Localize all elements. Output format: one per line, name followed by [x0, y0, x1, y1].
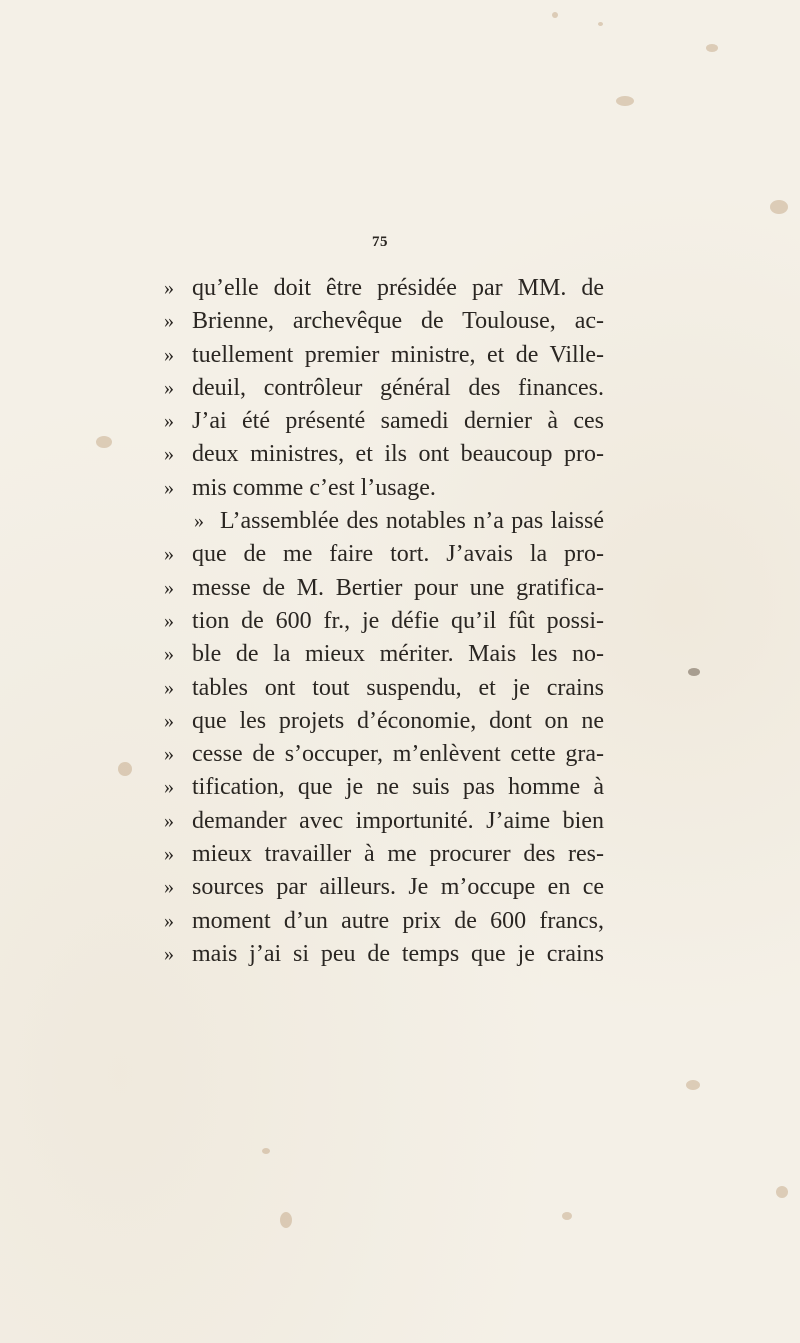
quote-mark: »: [164, 576, 174, 599]
text-line: [164, 672, 604, 705]
line-text: L’assemblée des notables n’a pas laissé: [220, 508, 604, 535]
quote-mark: »: [164, 476, 174, 499]
quote-mark: »: [164, 376, 174, 399]
paper-stain: [262, 1148, 270, 1154]
line-text: mais j’ai si peu de temps que je crains: [192, 940, 604, 967]
line-text: tables ont tout suspendu, et je crains: [192, 674, 604, 701]
quote-mark: »: [164, 643, 174, 666]
quote-mark: »: [164, 743, 174, 766]
paper-stain: [96, 436, 112, 448]
text-line: [164, 572, 604, 605]
line-text: sources par ailleurs. Je m’occupe en ce: [192, 874, 604, 901]
body-text: [164, 272, 604, 971]
paper-stain: [598, 22, 603, 26]
page-number: 75: [372, 234, 388, 250]
line-text: deuil, contrôleur général des finances.: [192, 374, 604, 401]
quote-mark: »: [164, 809, 174, 832]
line-text: messe de M. Bertier pour une gratifica-: [192, 574, 604, 601]
line-text: moment d’un autre prix de 600 francs,: [192, 907, 604, 934]
text-line: [164, 638, 604, 671]
quote-mark: »: [164, 776, 174, 799]
text-line: [164, 738, 604, 771]
line-text: qu’elle doit être présidée par MM. de: [192, 275, 604, 301]
quote-mark: »: [164, 543, 174, 566]
quote-mark: »: [164, 709, 174, 732]
line-text: mis comme c’est l’usage.: [192, 474, 436, 501]
paper-stain: [118, 762, 132, 776]
quote-mark: »: [164, 343, 174, 366]
quote-mark: »: [164, 443, 174, 466]
text-line: [164, 605, 604, 638]
line-text: tuellement premier ministre, et de Ville-: [192, 341, 604, 368]
line-text: demander avec importunité. J’aime bien: [192, 807, 604, 834]
paper-stain: [280, 1212, 292, 1228]
text-line: [164, 305, 604, 338]
paper-stain: [616, 96, 634, 106]
text-line: [164, 538, 604, 571]
text-line: [164, 805, 604, 838]
line-text: mieux travailler à me procurer des res-: [192, 841, 604, 868]
paper-stain: [562, 1212, 572, 1220]
paper-stain: [686, 1080, 700, 1090]
line-text: cesse de s’occuper, m’enlèvent cette gra-: [192, 741, 604, 768]
paper-stain: [706, 44, 718, 52]
quote-mark: »: [164, 676, 174, 699]
quote-mark: »: [164, 876, 174, 899]
paper-stain: [552, 12, 558, 18]
paper-stain: [770, 200, 788, 214]
text-line: [164, 372, 604, 405]
quote-mark: »: [194, 510, 204, 533]
text-line: [164, 339, 604, 372]
line-text: J’ai été présenté samedi dernier à ces: [192, 408, 604, 435]
text-line: [164, 405, 604, 438]
quote-mark: »: [164, 909, 174, 932]
line-text: Brienne, archevêque de Toulouse, ac-: [192, 308, 604, 335]
text-line: [164, 771, 604, 804]
quote-mark: »: [164, 942, 174, 965]
text-line: [164, 438, 604, 471]
text-line: [164, 505, 604, 538]
line-text: que les projets d’économie, dont on ne: [192, 707, 604, 734]
quote-mark: »: [164, 310, 174, 333]
text-line: [164, 938, 604, 971]
line-text: deux ministres, et ils ont beaucoup pro-: [192, 441, 604, 468]
quote-mark: »: [164, 277, 174, 299]
line-text: ble de la mieux mériter. Mais les no-: [192, 641, 604, 668]
paper-stain: [688, 668, 700, 676]
paper-stain: [776, 1186, 788, 1198]
text-line: [164, 272, 604, 305]
text-line: [164, 871, 604, 904]
text-line: [164, 905, 604, 938]
text-line: [164, 472, 604, 505]
quote-mark: »: [164, 410, 174, 433]
line-text: tification, que je ne suis pas homme à: [192, 774, 604, 801]
line-text: tion de 600 fr., je défie qu’il fût possi-: [192, 607, 604, 634]
quote-mark: »: [164, 609, 174, 632]
quote-mark: »: [164, 843, 174, 866]
line-text: que de me faire tort. J’avais la pro-: [192, 541, 604, 568]
text-line: [164, 838, 604, 871]
text-line: [164, 705, 604, 738]
